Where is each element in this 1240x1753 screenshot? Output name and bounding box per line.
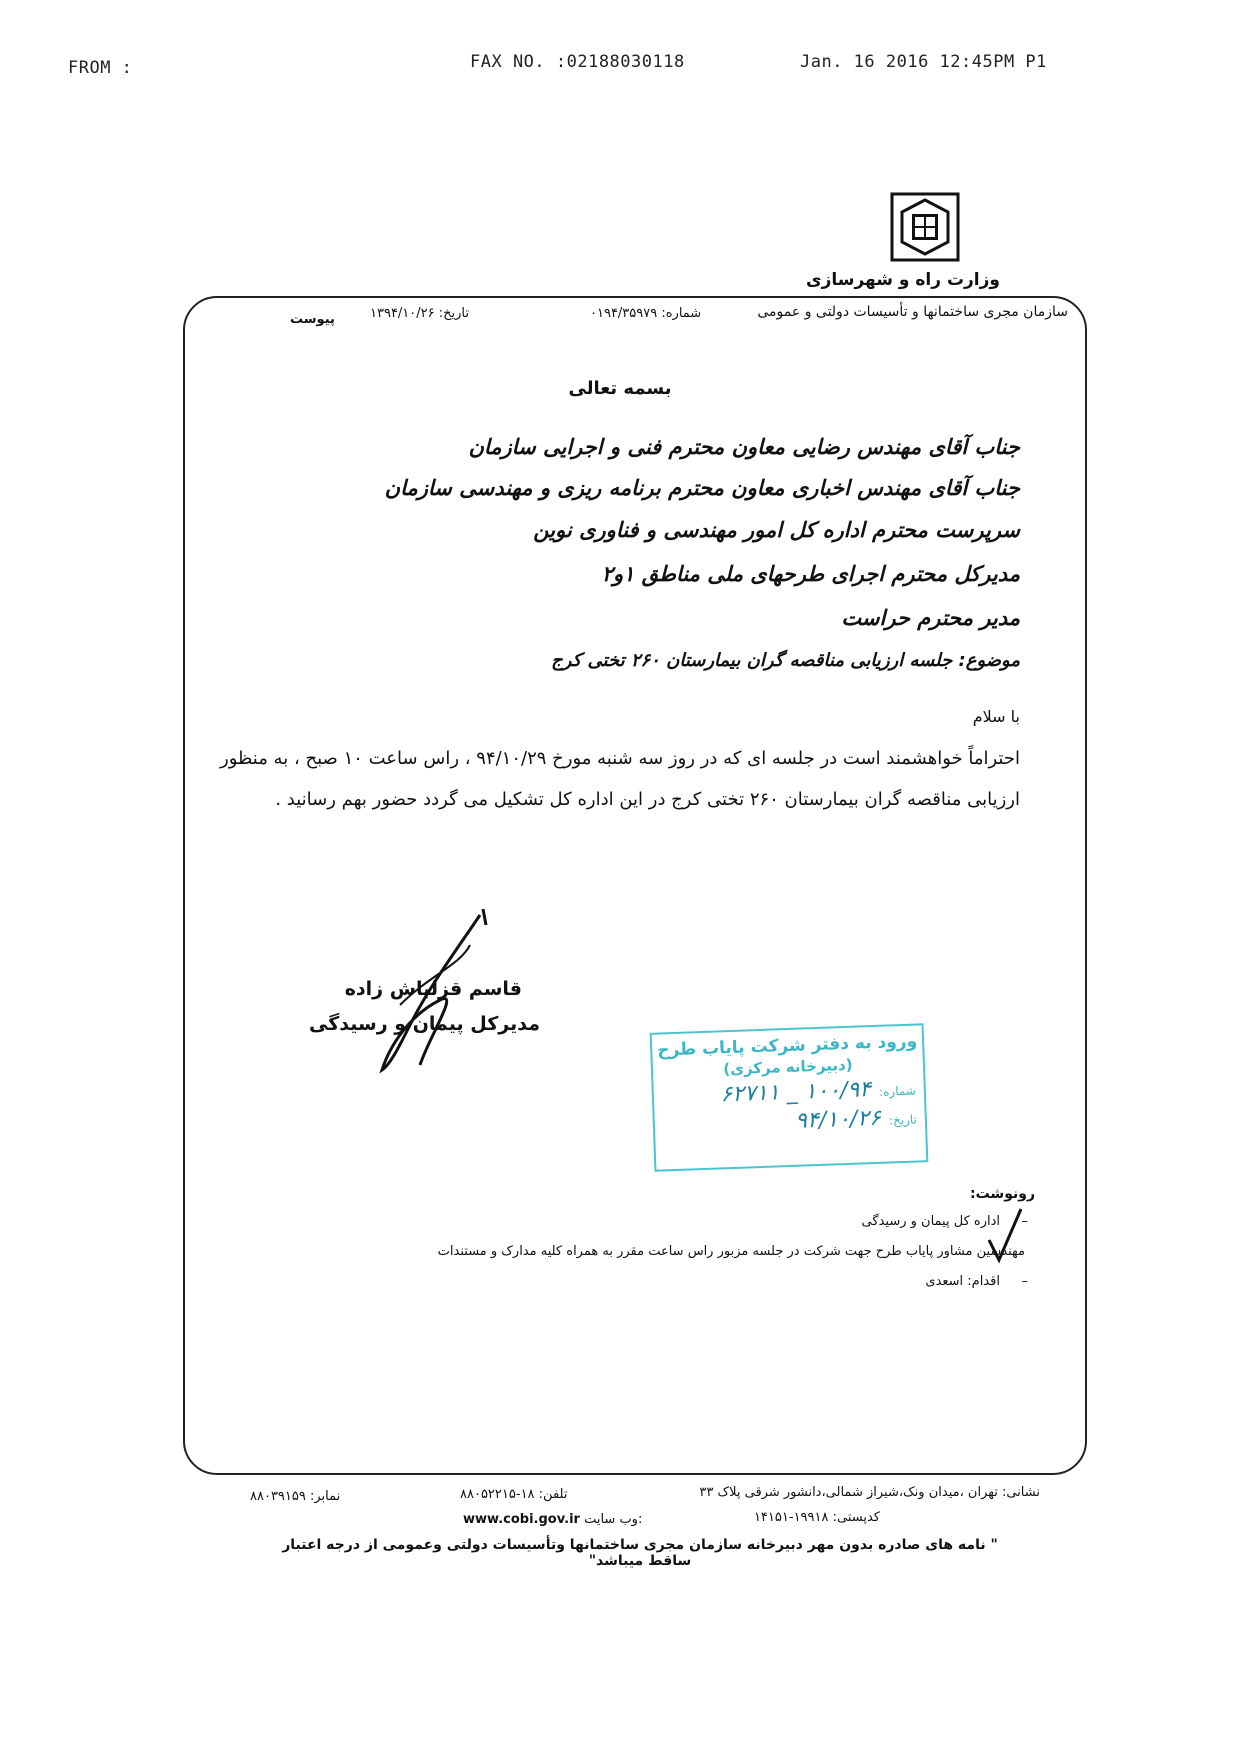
addressee-3: سرپرست محترم اداره کل امور مهندسی و فناوری نوین: [533, 518, 1020, 542]
letter-body: احتراماً خواهشمند است در جلسه ای که در روز سه شنبه مورخ ۹۴/۱۰/۲۹ ، راس ساعت ۱۰ صبح ، به منظور ارزیابی مناقصه گران بیمارستان ۲۶۰ تختی کرج در این اداره کل تشکیل می گردد حضور بهم رسانید .: [220, 748, 1020, 810]
letter-frame: [183, 296, 1087, 1475]
copy-list-title: رونوشت:: [970, 1186, 1035, 1202]
footer-postal-code: کدپستی: ۱۹۹۱۸-۱۴۱۵۱: [753, 1510, 880, 1525]
stamp-number-label: شماره:: [878, 1083, 917, 1099]
receipt-stamp: [650, 1023, 929, 1171]
stamp-date-row: [654, 1104, 925, 1138]
footer-address: نشانی: تهران ،میدان ونک،شیراز شمالی،دانشور شرقی پلاک ۳۳: [699, 1485, 1040, 1500]
website-url[interactable]: www.cobi.gov.ir: [463, 1512, 580, 1527]
fax-from-label: FROM :: [68, 58, 133, 78]
addressee-1: جناب آقای مهندس رضایی معاون محترم فنی و اجرایی سازمان: [468, 435, 1020, 459]
stamp-number-value: ۱۰۰/۹۴ _ ۶۲۷۱۱: [720, 1077, 872, 1108]
fax-datetime: Jan. 16 2016 12:45PM P1: [800, 52, 1047, 72]
signer-title: مدیرکل پیمان و رسیدگی: [309, 1013, 540, 1035]
website-label: وب سایت:: [584, 1512, 643, 1527]
letter-date: تاریخ: ۱۳۹۴/۱۰/۲۶: [370, 306, 470, 321]
letter-attachment: پیوست: [290, 312, 335, 327]
addressee-2: جناب آقای مهندس اخباری معاون محترم برنامه ریزی و مهندسی سازمان: [384, 476, 1020, 500]
ministry-logo-icon: [890, 192, 960, 262]
copy-item-2: [438, 1244, 1025, 1259]
footer-website: [463, 1512, 642, 1527]
letter-greeting: با سلام: [972, 707, 1020, 726]
copy-item-1: [861, 1214, 1028, 1229]
stamp-subtitle: (دبیرخانه مرکزی): [723, 1055, 853, 1079]
organization-name: سازمان مجری ساختمانها و تأسیسات دولتی و عمومی: [757, 304, 1068, 320]
footer-phone: تلفن: ۱۸-۸۸۰۵۲۲۱۵: [460, 1487, 568, 1502]
bullet-dash-icon: –: [1021, 1274, 1028, 1289]
stamp-date-label: تاریخ:: [888, 1112, 918, 1128]
stamp-title: ورود به دفتر شرکت پایاب طرح: [656, 1031, 918, 1061]
addressee-5: مدیر محترم حراست: [841, 606, 1020, 630]
letter-subject: موضوع: جلسه ارزیابی مناقصه گران بیمارستان ۲۶۰ تختی کرج: [551, 650, 1020, 671]
copy-item-text: اقدام: اسعدی: [925, 1274, 1000, 1289]
checkmark-icon: [985, 1205, 1025, 1265]
copy-item-text: مهندسین مشاور پایاب طرح جهت شرکت در جلسه مزبور راس ساعت مقرر به همراه کلیه مدارک و مستندات: [437, 1244, 1025, 1259]
stamp-date-value: ۹۴/۱۰/۲۶: [794, 1105, 882, 1134]
bullet-dash-icon: –: [1021, 1214, 1028, 1229]
copy-item-text: اداره کل پیمان و رسیدگی: [861, 1214, 1000, 1229]
fax-number: FAX NO. :02188030118: [470, 52, 685, 72]
ministry-name: وزارت راه و شهرسازی: [805, 270, 1000, 290]
copy-item-3: [925, 1274, 1028, 1289]
footer-disclaimer: " نامه های صادره بدون مهر دبیرخانه سازمان مجری ساختمانها وتأسیسات دولتی وعمومی از درجه اعتبار ساقط میباشد": [282, 1537, 998, 1569]
stamp-number-row: [653, 1075, 924, 1109]
basmala: بسمه تعالی: [568, 378, 672, 399]
signer-name: قاسم قزلباش زاده: [344, 978, 522, 1000]
letter-number: شماره: ۰۱۹۴/۳۵۹۷۹: [590, 306, 702, 321]
addressee-4: مدیرکل محترم اجرای طرحهای ملی مناطق ۱و۲: [601, 562, 1020, 586]
footer-fax: نمابر: ۸۸۰۳۹۱۵۹: [250, 1489, 341, 1504]
